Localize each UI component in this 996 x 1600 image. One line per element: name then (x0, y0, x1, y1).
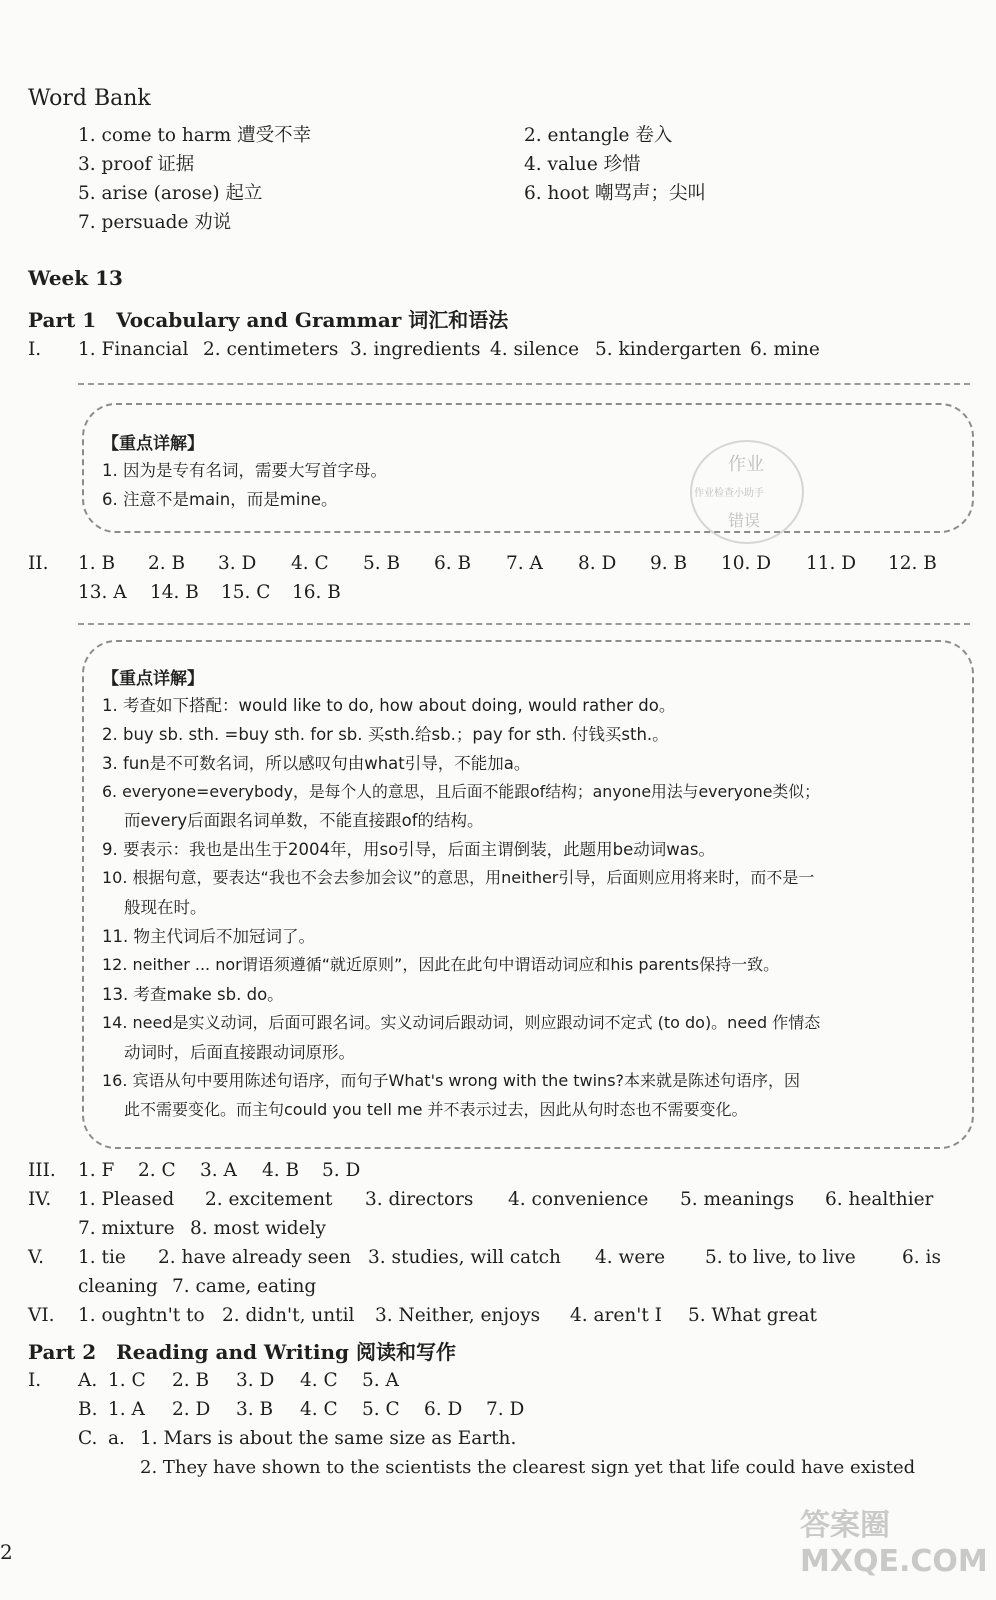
box-line: 动词时，后面直接跟动词原形。 (124, 1043, 355, 1062)
part1-section-4-row-1 (0, 1189, 996, 1217)
answer: 4. aren't I (570, 1305, 662, 1326)
part1-heading: Part 1 Vocabulary and Grammar 词汇和语法 (28, 308, 509, 332)
box-line: 9. 要表示：我也是出生于2004年，用so引导，后面主谓倒装，此题用be动词was。 (102, 840, 715, 859)
box-line: 而every后面跟名词单数，不能直接跟of的结构。 (124, 811, 484, 830)
answer-line: 2. They have shown to the scientists the clearest sign yet that life could have existed (140, 1457, 916, 1478)
section-number: I. (28, 339, 42, 360)
part2-section-1-c-line-2 (0, 1457, 996, 1485)
answer: 1. Financial (78, 339, 189, 360)
answer: 3. D (218, 553, 257, 574)
answer: 10. D (721, 553, 772, 574)
answer-line: 1. Mars is about the same size as Earth. (140, 1428, 517, 1449)
stamp-text: 作业 (728, 454, 764, 475)
divider (78, 383, 970, 385)
box-title: 【重点详解】 (102, 669, 204, 689)
week-heading: Week 13 (28, 266, 123, 290)
answer: 2. C (138, 1160, 176, 1181)
answer: 7. A (506, 553, 543, 574)
stamp-text: 作业检查小助手 (694, 488, 764, 499)
answer: 5. D (322, 1160, 361, 1181)
part1-section-2-row-2 (0, 582, 996, 610)
part2-section-1-a (0, 1370, 996, 1398)
answer: 5. to live, to live (705, 1247, 856, 1268)
answer: 8. most widely (190, 1218, 326, 1239)
box-title: 【重点详解】 (102, 434, 204, 454)
answer: 2. B (148, 553, 186, 574)
box-line: 11. 物主代词后不加冠词了。 (102, 927, 315, 946)
answer: 4. convenience (508, 1189, 649, 1210)
answer: 16. B (292, 582, 341, 603)
answer: 2. B (172, 1370, 210, 1391)
answer: 6. is (902, 1247, 941, 1268)
answer: 8. D (578, 553, 617, 574)
watermark: 答案圈 MXQE.COM (800, 1508, 988, 1579)
answer: 4. B (262, 1160, 300, 1181)
part1-section-3 (0, 1160, 996, 1188)
answer: 11. D (806, 553, 857, 574)
box-line: 10. 根据句意，要表达“我也不会去参加会议”的意思，用neither引导，后面则应用将来时，而不是一 (102, 868, 815, 887)
answer: 5. A (362, 1370, 399, 1391)
box-line: 13. 考查make sb. do。 (102, 985, 284, 1004)
answer: 1. oughtn't to (78, 1305, 205, 1326)
part1-section-4-row-2 (0, 1218, 996, 1246)
answer: 12. B (888, 553, 937, 574)
box-line: 16. 宾语从句中要用陈述句语序，而句子What's wrong with the twins?本来就是陈述句语序，因 (102, 1071, 801, 1090)
page-number: 2 (0, 1540, 13, 1564)
answer: 3. D (236, 1370, 275, 1391)
word-bank-item: 6. hoot 嘲骂声；尖叫 (524, 183, 707, 204)
answer: 3. ingredients (350, 339, 481, 360)
box-line: 2. buy sb. sth. =buy sth. for sb. 买sth.给sb.；pay for sth. 付钱买sth.。 (102, 725, 669, 744)
answer: 5. What great (688, 1305, 817, 1326)
answer: 6. healthier (825, 1189, 934, 1210)
explanation-box-2 (82, 640, 974, 1149)
word-bank-item: 1. come to harm 遭受不幸 (78, 125, 312, 146)
answer: 7. mixture (78, 1218, 175, 1239)
part1-section-1 (0, 339, 996, 367)
section-number: IV. (28, 1189, 52, 1210)
answer: 1. F (78, 1160, 115, 1181)
stamp-seal (690, 440, 804, 544)
explanation-box-1 (82, 403, 974, 533)
part1-section-2-row-1 (0, 553, 996, 581)
subsection-label: A. (78, 1370, 98, 1391)
section-number: II. (28, 553, 49, 574)
answer: 7. D (486, 1399, 525, 1420)
box-line: 此不需要变化。而主句could you tell me 并不表示过去，因此从句时态也不需要变化。 (124, 1100, 748, 1119)
subsection-label: a. (108, 1428, 125, 1449)
answer: 2. didn't, until (222, 1305, 355, 1326)
answer: 6. B (434, 553, 472, 574)
answer: 3. studies, will catch (368, 1247, 561, 1268)
word-bank-item: 7. persuade 劝说 (78, 212, 232, 233)
section-number: I. (28, 1370, 42, 1391)
answer: 5. B (363, 553, 401, 574)
part2-section-1-c (0, 1428, 996, 1456)
answer: 2. centimeters (203, 339, 339, 360)
box-line: 3. fun是不可数名词，所以感叹句由what引导，不能加a。 (102, 754, 531, 773)
word-bank-item: 5. arise (arose) 起立 (78, 183, 263, 204)
answer: 2. D (172, 1399, 211, 1420)
answer: 4. C (291, 553, 329, 574)
answer: 15. C (221, 582, 271, 603)
answer: 2. have already seen (158, 1247, 352, 1268)
answer: 13. A (78, 582, 127, 603)
answer: 3. A (200, 1160, 237, 1181)
divider (78, 623, 970, 625)
subsection-label: C. (78, 1428, 98, 1449)
subsection-label: B. (78, 1399, 98, 1420)
answer: 7. came, eating (172, 1276, 317, 1297)
answer: 6. D (424, 1399, 463, 1420)
section-number: III. (28, 1160, 56, 1181)
word-bank-item: 2. entangle 卷入 (524, 125, 673, 146)
word-bank-title: Word Bank (28, 86, 151, 111)
section-number: V. (28, 1247, 45, 1268)
box-line: 6. 注意不是main，而是mine。 (102, 490, 338, 509)
part2-section-1-b (0, 1399, 996, 1427)
box-line: 12. neither ... nor谓语须遵循“就近原则”，因此在此句中谓语动词应和his parents保持一致。 (102, 955, 780, 974)
section-number: VI. (28, 1305, 55, 1326)
part2-heading: Part 2 Reading and Writing 阅读和写作 (28, 1340, 456, 1364)
answer: cleaning (78, 1276, 158, 1297)
box-line: 6. everyone=everybody，是每个人的意思，且后面不能跟of结构；anyone用法与everyone类似； (102, 782, 820, 801)
answer: 3. directors (365, 1189, 474, 1210)
box-line: 般现在时。 (124, 898, 207, 917)
box-line: 1. 考查如下搭配：would like to do, how about doing, would rather do。 (102, 696, 676, 715)
word-bank-item: 4. value 珍惜 (524, 154, 641, 175)
answer: 6. mine (750, 339, 820, 360)
answer: 9. B (650, 553, 688, 574)
word-bank-item: 3. proof 证据 (78, 154, 195, 175)
answer: 1. C (108, 1370, 146, 1391)
answer: 4. silence (490, 339, 580, 360)
answer: 4. C (300, 1399, 338, 1420)
answer: 14. B (150, 582, 199, 603)
answer: 4. C (300, 1370, 338, 1391)
stamp-text: 错误 (728, 511, 761, 530)
box-line: 1. 因为是专有名词，需要大写首字母。 (102, 461, 387, 480)
answer: 5. kindergarten (595, 339, 742, 360)
answer: 3. B (236, 1399, 274, 1420)
answer: 1. tie (78, 1247, 126, 1268)
box-line: 14. need是实义动词，后面可跟名词。实义动词后跟动词，则应跟动词不定式 (to do)。need 作情态 (102, 1013, 821, 1032)
answer: 5. meanings (680, 1189, 795, 1210)
part1-section-5-row-2 (0, 1276, 996, 1304)
answer: 4. were (595, 1247, 666, 1268)
answer: 1. B (78, 553, 116, 574)
answer: 3. Neither, enjoys (375, 1305, 541, 1326)
answer: 1. A (108, 1399, 145, 1420)
part1-section-5-row-1 (0, 1247, 996, 1275)
part1-section-6 (0, 1305, 996, 1333)
answer: 1. Pleased (78, 1189, 175, 1210)
answer: 5. C (362, 1399, 400, 1420)
answer: 2. excitement (205, 1189, 333, 1210)
